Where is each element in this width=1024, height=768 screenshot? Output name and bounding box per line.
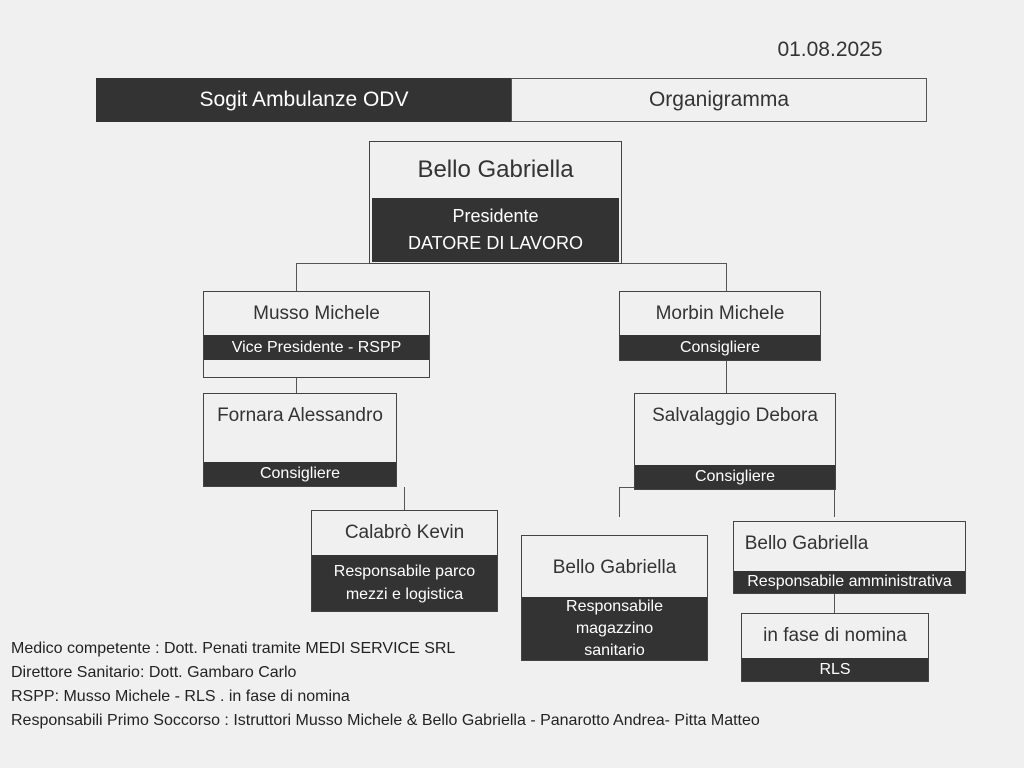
node-role: Responsabile amministrativa [734,571,965,593]
node-role: Consigliere [635,465,835,489]
node-name: Musso Michele [253,303,380,324]
connector-line [619,487,634,488]
node-role: Vice Presidente - RSPP [204,335,429,360]
connector-line [404,487,405,511]
role-line: DATORE DI LAVORO [407,233,584,253]
node-name: Fornara Alessandro [217,405,383,426]
org-node-magazzino [521,535,708,661]
note-direttore-sanitario: Direttore Sanitario: Dott. Gambaro Carlo [11,664,297,681]
connector-line [834,593,835,613]
chart-title [511,78,927,122]
org-node-fornara [203,393,397,487]
organization-label: Sogit Ambulanze ODV [199,88,409,111]
role-line: magazzino [575,619,654,637]
organization-title [96,78,512,122]
org-node-salvalaggio [634,393,836,490]
role-line: Responsabile parco [333,563,476,580]
org-node-rls [741,613,929,682]
node-role: Consigliere [204,462,396,486]
org-node-vice-president [203,291,430,378]
connector-line [296,263,297,292]
note-primo-soccorso: Responsabili Primo Soccorso : Istruttori Musso Michele & Bello Gabriella - Panarotto Andrea- Pitta Matteo [11,712,760,729]
node-role [312,555,497,611]
connector-line [726,263,727,292]
node-role [372,198,619,262]
org-node-calabro [311,510,498,612]
node-role [522,597,707,660]
node-role: Consigliere [620,335,820,360]
chart-title-label: Organigramma [648,88,790,111]
connector-line [619,487,620,517]
note-rspp-rls: RSPP: Musso Michele - RLS . in fase di nomina [11,688,350,705]
connector-line [726,360,727,394]
node-name: Salvalaggio Debora [652,405,818,426]
node-name: Calabrò Kevin [344,522,465,543]
org-node-morbin [619,291,821,361]
connector-line [296,263,370,264]
node-role: RLS [742,658,928,681]
note-medico-competente: Medico competente : Dott. Penati tramite MEDI SERVICE SRL [11,640,456,657]
role-line: Presidente [452,206,539,226]
role-line: Responsabile [566,597,663,615]
connector-line [834,487,835,517]
role-line: sanitario [584,641,645,659]
node-name: Bello Gabriella [417,156,574,183]
connector-line [621,263,727,264]
node-name: Bello Gabriella [744,533,869,554]
role-line: mezzi e logistica [345,586,464,603]
org-node-amministrativa [733,521,966,594]
node-name: in fase di nomina [763,625,907,646]
document-date: 01.08.2025 [777,38,883,61]
org-node-president [369,141,622,264]
node-name: Morbin Michele [655,303,785,324]
node-name: Bello Gabriella [552,557,677,578]
